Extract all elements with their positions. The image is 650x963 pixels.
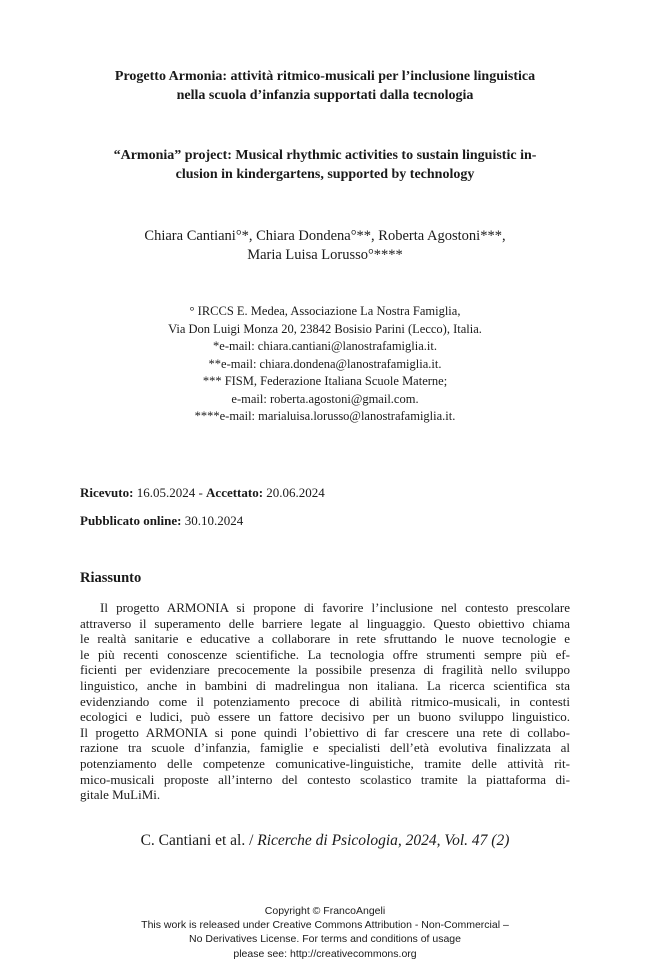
affiliation-line: ° IRCCS E. Medea, Associazione La Nostra Famiglia, (189, 304, 461, 318)
abstract-heading: Riassunto (80, 570, 142, 586)
footer-line: This work is released under Creative Commons Attribution - Non-Commercial – (141, 919, 509, 932)
abstract-line: ecologici e ludici, può essere un fattore decisivo per un buono sviluppo linguistico. (80, 709, 570, 725)
abstract-line: le realtà sanitarie e educative a collaborare in rete sfruttando le nuove tecnologie e (80, 631, 570, 647)
received-label: Ricevuto: (80, 485, 134, 500)
italian-title-line: Progetto Armonia: attività ritmico-musicali per l’inclusione linguistica (114, 69, 536, 84)
copyright-footer (60, 904, 590, 961)
abstract-line: razione tra scuole d’infanzia, famiglie e specialisti dell’età evolutiva finalizzata al (80, 740, 570, 756)
abstract-line: linguistico, anche in bambini di madrelingua non italiana. La ricerca scientifica sta (80, 677, 570, 693)
date-separator: - (198, 485, 203, 500)
affiliation-line: **e-mail: chiara.dondena@lanostrafamiglia.it. (208, 356, 442, 371)
received-date: 16.05.2024 (136, 485, 196, 500)
footer-line: please see: http://creativecommons.org (233, 947, 417, 960)
abstract-line: gitale MuLiMi. (80, 787, 161, 803)
author-line: Maria Luisa Lorusso°**** (247, 247, 403, 263)
abstract-line: potenziamento delle competenze comunicative-linguistiche, tramite delle attività rit- (80, 755, 570, 771)
abstract-body (80, 600, 570, 803)
english-title (80, 146, 570, 184)
accepted-date: 20.06.2024 (266, 485, 325, 500)
author-list (80, 227, 570, 265)
abstract-line: le più recenti conoscenze scientifiche. La tecnologia offre strumenti sempre più ef- (80, 646, 570, 662)
author-line: Chiara Cantiani°*, Chiara Dondena°**, Roberta Agostoni***, (144, 228, 506, 244)
abstract-line: mico-musicali proposte all’interno del contesto scolastico tramite la piattaforma di- (80, 771, 570, 787)
published-date: 30.10.2024 (184, 513, 244, 528)
english-title-line: “Armonia” project: Musical rhythmic activities to sustain linguistic in- (113, 148, 537, 163)
published-date-line (80, 512, 243, 530)
affiliation-line: *e-mail: chiara.cantiani@lanostrafamiglia.it. (213, 339, 437, 353)
citation-authors: C. Cantiani et al. / (140, 832, 254, 849)
affiliation-line: ****e-mail: marialuisa.lorusso@lanostrafamiglia.it. (194, 409, 456, 423)
abstract-line: attraverso il superamento delle barriere legate al linguaggio. Questo obiettivo chiama (80, 615, 570, 631)
italian-title (80, 67, 570, 105)
italian-title-line: nella scuola d’infanzia supportati dalla tecnologia (176, 88, 474, 103)
affiliations (80, 303, 570, 426)
affiliation-line: e-mail: roberta.agostoni@gmail.com. (231, 391, 419, 406)
abstract-line: ficienti per evidenziare precocemente la possibile presenza di fragilità nello sviluppo (80, 662, 570, 678)
affiliation-line: Via Don Luigi Monza 20, 23842 Bosisio Parini (Lecco), Italia. (168, 321, 482, 336)
citation-journal: Ricerche di Psicologia, 2024, Vol. 47 (2) (257, 832, 510, 849)
abstract-line: Il progetto ARMONIA si propone di favorire l’inclusione nel contesto prescolare (100, 600, 570, 615)
abstract-line: evidenziando come il potenziamento precoce di abilità ritmico-musicali, in contesti (80, 693, 570, 709)
abstract-line: Il progetto ARMONIA si pone quindi l’obiettivo di far crescere una rete di collabo- (80, 724, 570, 740)
published-label: Pubblicato online: (80, 513, 182, 528)
affiliation-line: *** FISM, Federazione Italiana Scuole Materne; (202, 374, 448, 388)
footer-line: No Derivatives License. For terms and conditions of usage (189, 933, 461, 946)
accepted-label: Accettato: (206, 485, 264, 500)
citation-line (80, 832, 570, 850)
footer-line: Copyright © FrancoAngeli (264, 905, 386, 917)
received-accepted-dates (80, 484, 325, 502)
english-title-line: clusion in kindergartens, supported by technology (175, 167, 475, 182)
